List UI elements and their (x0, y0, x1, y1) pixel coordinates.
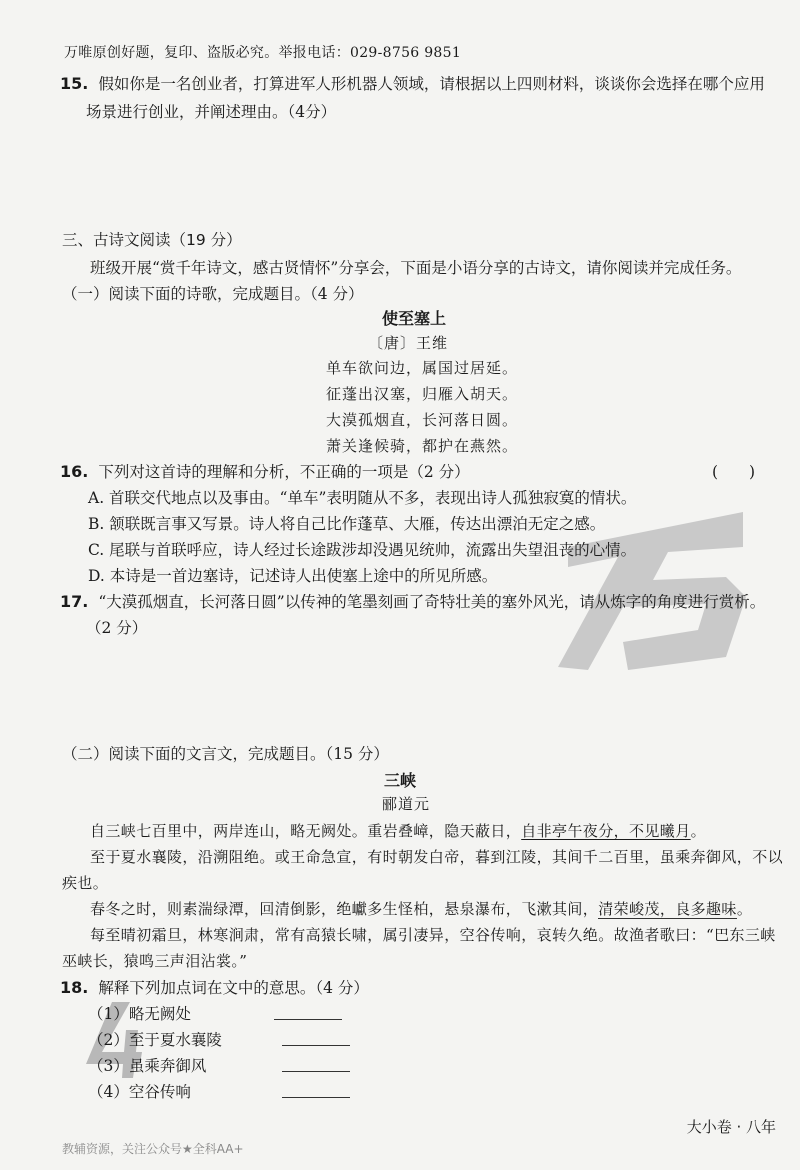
question-text: 下列对这首诗的理解和分析，不正确的一项是（2 分） (98, 463, 470, 481)
underlined-sentence: 自非亭午夜分，不见曦月 (521, 822, 691, 840)
vocab-item-1: （1）略无阙处 (88, 1005, 191, 1023)
prose-text: 自三峡七百里中，两岸连山，略无阙处。重岩叠嶂，隐天蔽日， (90, 822, 522, 840)
poem-title: 使至塞上 (382, 309, 447, 328)
part-one-heading: （一）阅读下面的诗歌，完成题目。（4 分） (62, 285, 364, 303)
prose-paragraph-3 (90, 898, 752, 919)
option-d: D. 本诗是一首边塞诗，记述诗人出使塞上途中的所见所感。 (88, 567, 498, 585)
question-number: 17. (60, 592, 89, 611)
poem-line: 萧关逢候骑，都护在燕然。 (326, 437, 519, 455)
page-footer-label: 大小卷 · 八年 (686, 1118, 776, 1136)
prose-author: 郦道元 (382, 795, 431, 813)
wavy-underlined-sentence: 清荣峻茂，良多趣味 (598, 900, 737, 918)
option-b: B. 颔联既言事又写景。诗人将自己比作蓬草、大雁，传达出漂泊无定之感。 (88, 515, 606, 533)
copyright-note: 万唯原创好题，复印、盗版必究。举报电话：029-8756 9851 (64, 45, 462, 61)
question-16 (60, 460, 470, 482)
poem-line: 大漠孤烟直，长河落日圆。 (326, 411, 519, 429)
option-c: C. 尾联与首联呼应，诗人经过长途跋涉却没遇见统帅，流露出失望沮丧的心情。 (88, 541, 637, 559)
question-text: 假如你是一名创业者，打算进军人形机器人领域，请根据以上四则材料，谈谈你会选择在哪个应用 (98, 75, 765, 93)
vocab-item-3: （3）虽乘奔御风 (88, 1057, 207, 1075)
prose-text: 。 (690, 822, 707, 840)
question-number: 15. (60, 74, 89, 93)
vocab-item-2: （2）至于夏水襄陵 (88, 1031, 222, 1049)
question-text: 解释下列加点词在文中的意思。（4 分） (98, 979, 369, 997)
prose-title: 三峡 (384, 771, 417, 790)
footer-ad-text: 教辅资源，关注公众号★全科AA+ (62, 1142, 244, 1156)
answer-blank-3[interactable] (282, 1071, 350, 1072)
poem-line: 征蓬出汉塞，归雁入胡天。 (326, 385, 519, 403)
question-15-cont: 场景进行创业，并阐述理由。（4分） (86, 103, 337, 121)
answer-paren[interactable]: ( ) (712, 463, 756, 481)
answer-blank-4[interactable] (282, 1097, 350, 1098)
section-title: 三、古诗文阅读（19 分） (62, 231, 242, 249)
question-number: 16. (60, 462, 89, 481)
option-a: A. 首联交代地点以及事由。“单车”表明随从不多，表现出诗人孤独寂寞的情状。 (88, 489, 637, 507)
prose-paragraph-4: 每至晴初霜旦，林寒涧肃，常有高猿长啸，属引凄异，空谷传响，哀转久绝。故渔者歌曰：“巴东三峡 (90, 926, 776, 944)
question-17 (60, 590, 765, 612)
question-15 (60, 72, 765, 94)
prose-paragraph-4-cont: 巫峡长，猿鸣三声泪沾裳。” (62, 952, 248, 970)
poem-line: 单车欲问边，属国过居延。 (326, 359, 519, 377)
poem-author: 〔唐〕王维 (368, 334, 449, 352)
vocab-item-4: （4）空谷传响 (88, 1083, 191, 1101)
prose-text: 春冬之时，则素湍绿潭，回清倒影，绝巘多生怪柏，悬泉瀑布，飞漱其间， (90, 900, 599, 918)
question-17-cont: （2 分） (86, 619, 148, 637)
prose-text: 。 (736, 900, 753, 918)
part-two-heading: （二）阅读下面的文言文，完成题目。（15 分） (62, 745, 389, 763)
section-intro: 班级开展“赏千年诗文，感古贤情怀”分享会，下面是小语分享的古诗文，请你阅读并完成任务。 (90, 259, 742, 277)
question-number: 18. (60, 978, 89, 997)
prose-paragraph-2-cont: 疾也。 (62, 874, 109, 892)
answer-blank-1[interactable] (274, 1019, 342, 1020)
question-text: “大漠孤烟直，长河落日圆”以传神的笔墨刻画了奇特壮美的塞外风光，请从炼字的角度进行赏析。 (98, 593, 766, 611)
question-18 (60, 976, 369, 998)
prose-paragraph-2: 至于夏水襄陵，沿溯阻绝。或王命急宣，有时朝发白帝，暮到江陵，其间千二百里，虽乘奔御风，不以 (90, 848, 784, 866)
answer-blank-2[interactable] (282, 1045, 350, 1046)
prose-paragraph-1 (90, 820, 706, 841)
